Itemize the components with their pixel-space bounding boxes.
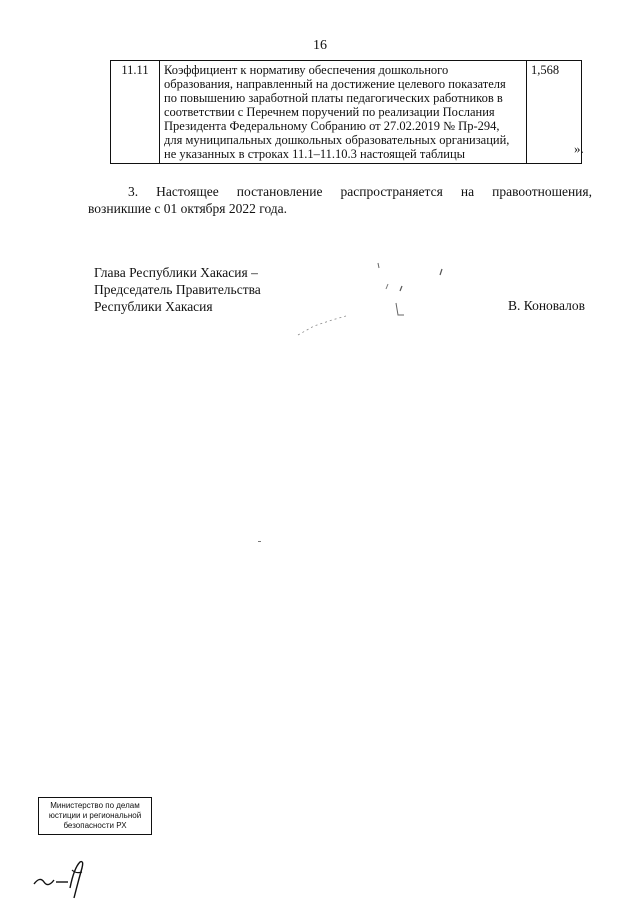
coefficient-table — [110, 60, 582, 164]
description-line: не указанных в строках 11.1–11.10.3 настоящей таблицы — [164, 147, 466, 161]
signatory-title — [94, 264, 261, 315]
registration-stamp — [38, 797, 152, 835]
stamp-line: безопасности РХ — [63, 821, 127, 830]
description-line: по повышению заработной платы педагогических работников в — [164, 91, 503, 105]
signer-name: В. Коновалов — [508, 298, 585, 313]
row-number-cell: 11.11 — [111, 61, 160, 164]
description-line: Президента Федеральному Собранию от 27.02.2019 № Пр-294, — [164, 119, 500, 133]
stamp-line: юстиции и региональной — [48, 811, 142, 820]
faint-signature-marks — [290, 255, 460, 345]
table-row — [111, 61, 582, 164]
description-line: Коэффициент к нормативу обеспечения дошкольного — [164, 63, 449, 77]
handwritten-initials — [30, 858, 100, 903]
page-number: 16 — [313, 38, 327, 53]
signatory-title-line: Республики Хакасия — [94, 299, 213, 314]
row-value-cell: 1,568 — [527, 61, 582, 164]
paragraph-line: возникшие с 01 октября 2022 года. — [88, 201, 288, 216]
signatory-title-line: Председатель Правительства — [94, 282, 261, 297]
paragraph-line: 3. Настоящее постановление распространяется на правоотношения, — [128, 184, 592, 199]
clause-paragraph — [88, 183, 592, 217]
description-line: соответствии с Перечнем поручений по реализации Послания — [164, 105, 495, 119]
closing-quote: ». — [574, 141, 584, 156]
stamp-line: Министерство по делам — [50, 801, 140, 810]
description-line: образования, направленный на достижение целевого показателя — [164, 77, 506, 91]
description-line: для муниципальных дошкольных образовательных организаций, — [164, 133, 510, 147]
row-description-cell — [160, 61, 527, 164]
signatory-title-line: Глава Республики Хакасия – — [94, 265, 258, 280]
scan-speck — [258, 541, 261, 542]
